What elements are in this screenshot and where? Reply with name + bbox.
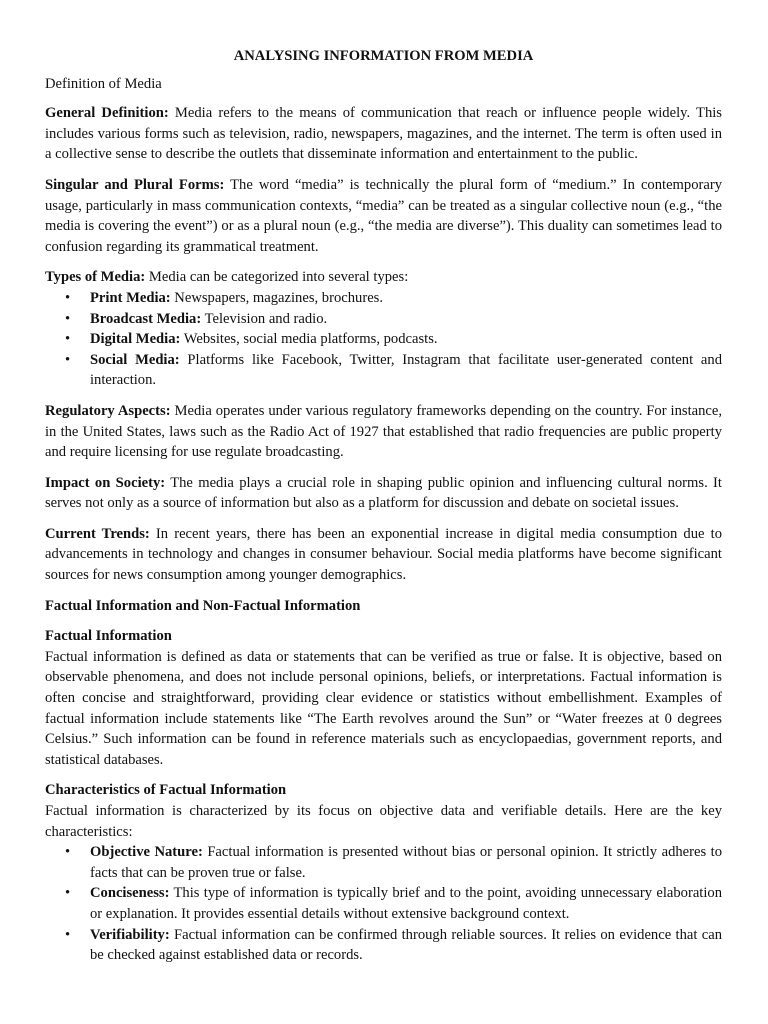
list-item-text: Websites, social media platforms, podcasts. bbox=[180, 331, 438, 348]
list-item-label: Digital Media: bbox=[90, 331, 181, 348]
definition-heading: Definition of Media bbox=[45, 75, 162, 92]
document-page bbox=[45, 46, 722, 976]
general-definition-text: Media refers to the means of communication that reach or influence people widely. This includes various forms such as television, radio, newspapers, magazines, and the internet. The term is often used in a collective sense to describe the outlets that disseminate information and entertainment to the public. bbox=[45, 105, 722, 163]
list-item-label: Social Media: bbox=[90, 351, 180, 368]
regulatory-aspects-paragraph bbox=[45, 401, 722, 463]
bullet-icon: • bbox=[65, 310, 71, 327]
singular-plural-paragraph bbox=[45, 175, 722, 257]
bullet-icon: • bbox=[65, 926, 71, 943]
regulatory-aspects-label: Regulatory Aspects: bbox=[45, 402, 171, 419]
list-item bbox=[45, 288, 722, 309]
list-item-text: Factual information can be confirmed through reliable sources. It relies on evidence that can be checked against established data or records. bbox=[90, 926, 722, 964]
list-item-text: Platforms like Facebook, Twitter, Instagram that facilitate user-generated content and interaction. bbox=[90, 351, 723, 389]
current-trends-label: Current Trends: bbox=[45, 525, 150, 542]
list-item bbox=[45, 883, 722, 924]
bullet-icon: • bbox=[65, 289, 71, 306]
factual-information-heading: Factual Information bbox=[45, 628, 172, 645]
types-of-media-section bbox=[45, 267, 722, 391]
list-item bbox=[45, 329, 722, 350]
current-trends-text: In recent years, there has been an exponential increase in digital media consumption due to advancements in technology and changes in consumer behaviour. Social media platforms have become significant sources for news consumption among younger demographics. bbox=[45, 525, 722, 584]
types-of-media-label: Types of Media: bbox=[45, 269, 146, 286]
list-item-label: Print Media: bbox=[90, 289, 171, 306]
list-item bbox=[45, 842, 722, 883]
bullet-icon: • bbox=[65, 331, 71, 348]
list-item-text: This type of information is typically brief and to the point, avoiding unnecessary elaboration or explanation. It provides essential details without extensive background context. bbox=[90, 885, 722, 922]
bullet-icon: • bbox=[65, 885, 71, 902]
list-item-label: Objective Nature: bbox=[90, 844, 203, 861]
singular-plural-label: Singular and Plural Forms: bbox=[45, 176, 225, 193]
characteristics-intro: Factual information is characterized by its focus on objective data and verifiable details. Here are the key characteristics: bbox=[45, 803, 722, 840]
document-title: ANALYSING INFORMATION FROM MEDIA bbox=[233, 48, 534, 64]
list-item-text: Television and radio. bbox=[201, 310, 328, 327]
list-item-text: Newspapers, magazines, brochures. bbox=[170, 289, 383, 306]
bullet-icon: • bbox=[65, 351, 71, 368]
general-definition-paragraph bbox=[45, 103, 722, 165]
list-item bbox=[45, 350, 722, 391]
types-of-media-text: Media can be categorized into several types: bbox=[145, 269, 409, 286]
types-of-media-list bbox=[45, 288, 722, 391]
current-trends-paragraph bbox=[45, 524, 722, 586]
list-item-label: Conciseness: bbox=[90, 885, 170, 902]
impact-on-society-label: Impact on Society: bbox=[45, 474, 166, 491]
general-definition-label: General Definition: bbox=[45, 105, 169, 122]
factual-section-heading: Factual Information and Non-Factual Information bbox=[45, 597, 361, 614]
characteristics-heading: Characteristics of Factual Information bbox=[45, 782, 287, 799]
list-item-label: Verifiability: bbox=[90, 926, 170, 943]
bullet-icon: • bbox=[65, 844, 71, 861]
list-item bbox=[45, 925, 722, 966]
singular-plural-text: The word “media” is technically the plural form of “medium.” In contemporary usage, particularly in mass communication contexts, “media” can be treated as a singular collective noun (e.g., “the media is covering the event”) or as a plural noun (e.g., “the media are diverse”). This duality can sometimes lead to confusion regarding its grammatical treatment. bbox=[45, 176, 722, 255]
types-of-media-intro bbox=[45, 267, 722, 288]
list-item-text: Factual information is presented without bias or personal opinion. It strictly adheres to facts that can be proven true or false. bbox=[90, 844, 722, 881]
factual-information-paragraph: Factual information is defined as data or statements that can be verified as true or false. It is objective, based on observable phenomena, and does not include personal opinions, beliefs, or interpretations. Factual information is often concise and straightforward, providing clear evidence or statistics without embellishment. Examples of factual information include statements like “The Earth revolves around the Sun” or “Water freezes at 0 degrees Celsius.” Such information can be found in reference materials such as encyclopaedias, government reports, and statistical databases. bbox=[45, 648, 722, 768]
impact-on-society-text: The media plays a crucial role in shaping public opinion and influencing cultural norms. It serves not only as a source of information but also as a platform for discussion and debate on societal issues. bbox=[45, 474, 722, 512]
impact-on-society-paragraph bbox=[45, 473, 722, 514]
characteristics-list bbox=[45, 842, 722, 966]
list-item bbox=[45, 309, 722, 330]
list-item-label: Broadcast Media: bbox=[90, 310, 202, 327]
regulatory-aspects-text: Media operates under various regulatory frameworks depending on the country. For instance, in the United States, laws such as the Radio Act of 1927 that established that radio frequencies are public property and require licensing for use regulate broadcasting. bbox=[45, 402, 722, 461]
